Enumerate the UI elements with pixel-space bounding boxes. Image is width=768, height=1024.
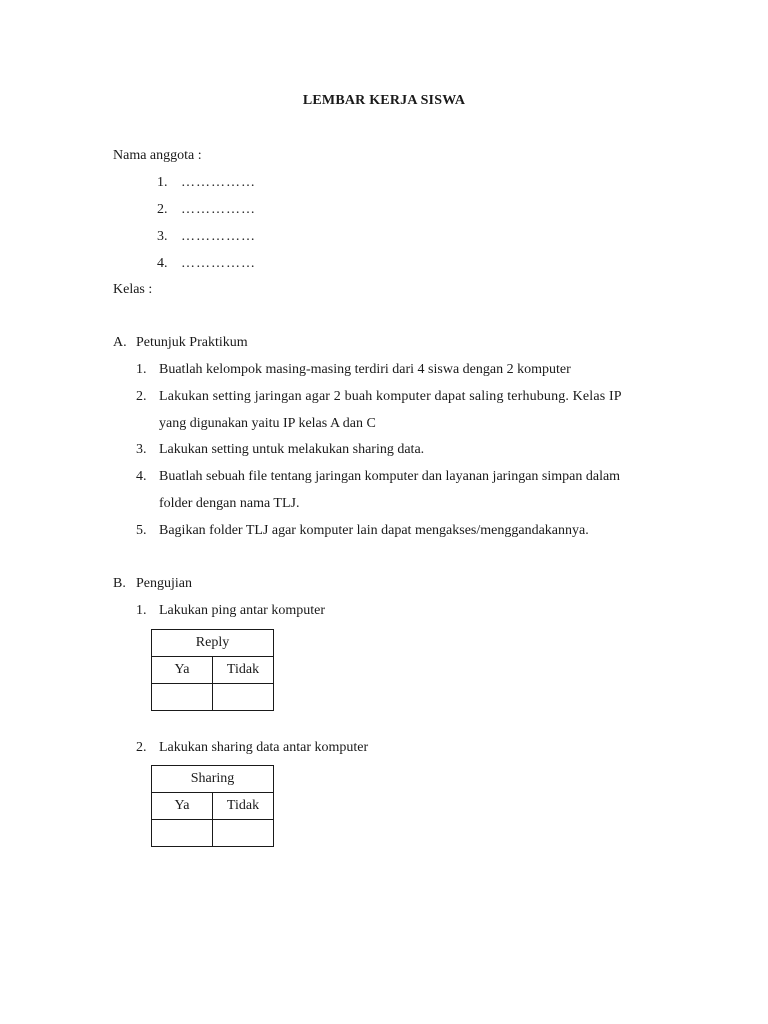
sharing-table-no-cell[interactable]	[213, 820, 274, 847]
instruction-number: 2.	[136, 389, 147, 404]
instruction-number: 3.	[136, 442, 147, 457]
member-number: 4.	[157, 256, 168, 271]
instruction-number: 4.	[136, 469, 147, 484]
page-title: LEMBAR KERJA SISWA	[302, 93, 466, 108]
sharing-table	[151, 765, 274, 847]
member-number: 2.	[157, 202, 168, 217]
reply-table-no-header: Tidak	[213, 657, 274, 684]
section-b-letter: B.	[113, 576, 126, 591]
section-a-letter: A.	[113, 335, 127, 350]
reply-table-header: Reply	[152, 630, 274, 657]
test-number: 1.	[136, 603, 147, 618]
instruction-text: Lakukan setting untuk melakukan sharing data.	[159, 442, 425, 457]
sharing-table-yes-cell[interactable]	[152, 820, 213, 847]
test-number: 2.	[136, 740, 147, 755]
instruction-text-continued: yang digunakan yaitu IP kelas A dan C	[159, 416, 376, 431]
sharing-table-header: Sharing	[152, 766, 274, 793]
member-blank: ……………	[181, 256, 256, 271]
member-blank: ……………	[181, 202, 256, 217]
member-blank: ……………	[181, 229, 256, 244]
sharing-table-no-header: Tidak	[213, 793, 274, 820]
members-label: Nama anggota :	[113, 148, 202, 163]
instruction-number: 5.	[136, 523, 147, 538]
member-number: 3.	[157, 229, 168, 244]
member-blank: ……………	[181, 175, 256, 190]
reply-table-yes-header: Ya	[152, 657, 213, 684]
instruction-text-continued: folder dengan nama TLJ.	[159, 496, 300, 511]
reply-table-no-cell[interactable]	[213, 684, 274, 711]
reply-table	[151, 629, 274, 711]
sharing-table-yes-header: Ya	[152, 793, 213, 820]
section-b-heading: Pengujian	[136, 576, 192, 591]
test-text: Lakukan sharing data antar komputer	[159, 740, 369, 755]
instruction-text: Buatlah kelompok masing-masing terdiri dari 4 siswa dengan 2 komputer	[159, 362, 571, 377]
member-number: 1.	[157, 175, 168, 190]
instruction-number: 1.	[136, 362, 147, 377]
test-text: Lakukan ping antar komputer	[159, 603, 326, 618]
section-a-heading: Petunjuk Praktikum	[136, 335, 248, 350]
instruction-text: Bagikan folder TLJ agar komputer lain dapat mengakses/menggandakannya.	[159, 523, 589, 538]
instruction-text: Buatlah sebuah file tentang jaringan komputer dan layanan jaringan simpan dalam	[159, 469, 621, 484]
reply-table-yes-cell[interactable]	[152, 684, 213, 711]
instruction-text: Lakukan setting jaringan agar 2 buah komputer dapat saling terhubung. Kelas IP	[159, 389, 622, 404]
kelas-label: Kelas :	[113, 282, 153, 297]
